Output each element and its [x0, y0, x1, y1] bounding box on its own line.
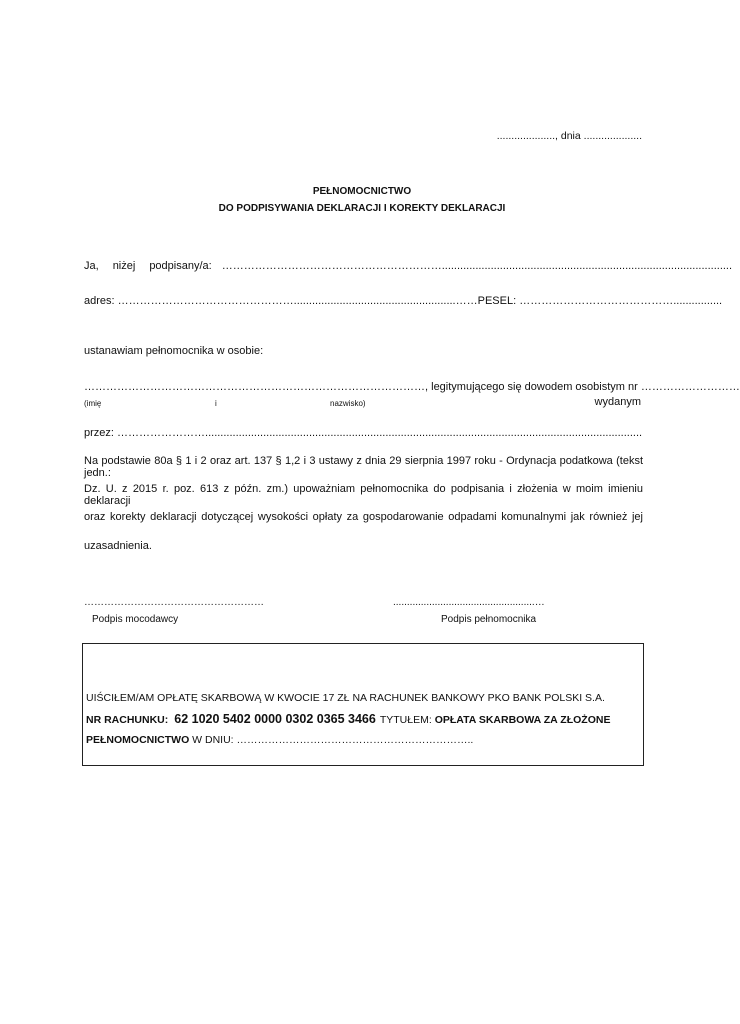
hint-and: i	[215, 399, 217, 408]
legal-line-3: oraz korekty deklaracji dotyczącej wysokości opłaty za gospodarowanie odpadami komunalnymi jak również jej	[84, 511, 643, 523]
account-label: NR RACHUNKU:	[86, 714, 169, 726]
fee-date-label: W DNIU:	[192, 734, 234, 746]
legal-line-2: Dz. U. z 2015 r. poz. 613 z późn. zm.) upoważniam pełnomocnika do podpisania i złożenia w moim imieniu deklaracji	[84, 483, 643, 507]
intro-label: Ja,	[84, 260, 99, 272]
account-number: 62 1020 5402 0000 0302 0365 3466	[174, 712, 376, 726]
address-row	[84, 295, 722, 307]
signature-right-label: Podpis pełnomocnika	[441, 614, 537, 625]
pesel-field[interactable]: ……………………………………................	[519, 295, 723, 307]
id-number-field[interactable]: ………………………	[640, 381, 740, 393]
proxy-name-field[interactable]: …………………………………………………………………………………,	[84, 381, 429, 393]
date-place-line[interactable]: ...................., dnia ....................	[496, 130, 642, 142]
pesel-label: PESEL:	[477, 295, 517, 307]
title-label: TYTUŁEM:	[379, 714, 432, 726]
appoint-text: ustanawiam pełnomocnika w osobie:	[84, 345, 264, 357]
signature-right-field[interactable]: ...................................................…	[393, 597, 545, 608]
address-label: adres:	[84, 295, 115, 307]
intro-word-3: podpisany/a:	[149, 260, 212, 272]
title-value: OPŁATA SKARBOWA ZA ZŁOŻONE	[434, 714, 611, 726]
intro-word-2: niżej	[112, 260, 136, 272]
signature-left-label: Podpis mocodawcy	[92, 614, 179, 625]
fee-date-field[interactable]: …………………………………………………………..	[236, 734, 474, 746]
hint-surname: nazwisko)	[330, 399, 366, 408]
id-document-text: legitymującego się dowodem osobistym nr	[431, 381, 638, 393]
fee-line-3	[86, 734, 473, 746]
document-title: PEŁNOMOCNICTWO	[312, 186, 412, 197]
fee-line-3-bold: PEŁNOMOCNICTWO	[86, 734, 190, 746]
address-field[interactable]: ………………………………………….....................................................……	[117, 295, 478, 307]
document-subtitle: DO PODPISYWANIA DEKLARACJI I KOREKTY DEKLARACJI	[218, 203, 506, 214]
declarant-name-field[interactable]: ……………………………………………………...............................................................................................	[221, 260, 733, 272]
hint-name: (imię	[84, 399, 102, 408]
proxy-name-row	[84, 381, 740, 393]
legal-line-4: uzasadnienia.	[84, 540, 152, 552]
issued-by-row	[84, 427, 644, 439]
fee-line-2	[86, 712, 610, 726]
stamp-fee-box	[82, 643, 644, 766]
declarant-name-row	[84, 260, 733, 272]
fee-line-1: UIŚCIŁEM/AM OPŁATĘ SKARBOWĄ W KWOCIE 17 ZŁ NA RACHUNEK BANKOWY PKO BANK POLSKI S.A.	[86, 692, 605, 704]
issued-by-field[interactable]: ……………………...............................................................................................................................................	[117, 427, 643, 439]
issued-label: wydanym	[594, 396, 641, 408]
legal-line-1: Na podstawie 80a § 1 i 2 oraz art. 137 § 1,2 i 3 ustawy z dnia 29 sierpnia 1997 roku - Ordynacja podatkowa (tekst jedn.:	[84, 455, 643, 479]
issued-by-label: przez:	[84, 427, 114, 439]
signature-left-field[interactable]: ………………………………………………	[84, 597, 264, 608]
